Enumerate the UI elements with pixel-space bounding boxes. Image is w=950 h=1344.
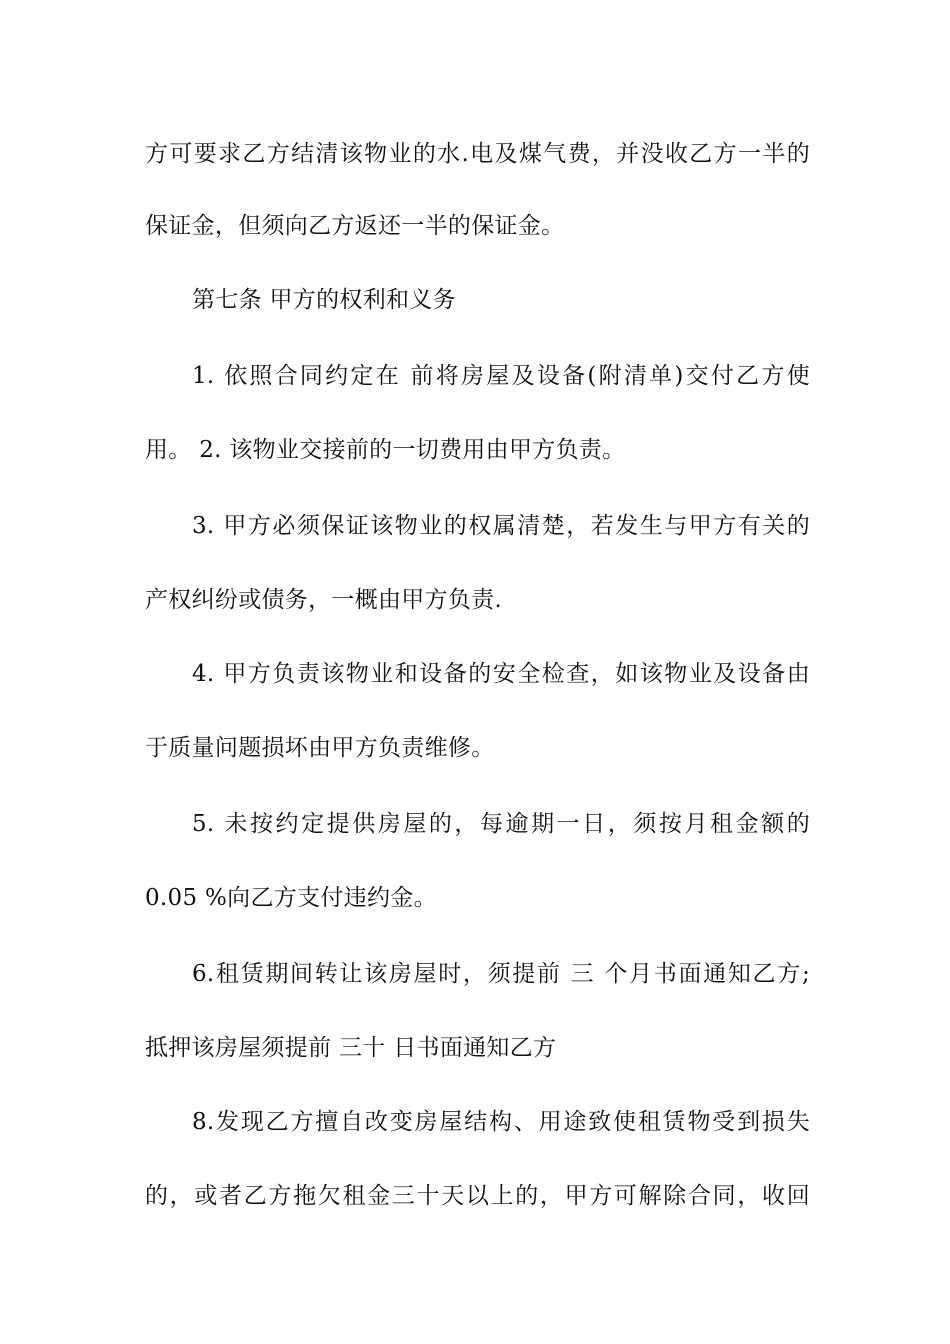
paragraph-line: 1. 依照合同约定在 前将房屋及设备(附清单)交付乙方使 xyxy=(192,363,810,389)
section-heading: 第七条 甲方的权利和义务 xyxy=(192,287,456,313)
paragraph-line: 8.发现乙方擅自改变房屋结构、用途致使租赁物受到损失 xyxy=(192,1109,810,1135)
paragraph-line: 方可要求乙方结清该物业的水.电及煤气费，并没收乙方一半的 xyxy=(145,141,810,167)
paragraph-line: 产权纠纷或债务，一概由甲方负责. xyxy=(145,587,503,613)
paragraph-line: 保证金，但须向乙方返还一半的保证金。 xyxy=(145,213,565,239)
paragraph-line: 的，或者乙方拖欠租金三十天以上的，甲方可解除合同，收回 xyxy=(145,1183,810,1209)
paragraph-line: 用。 2. 该物业交接前的一切费用由甲方负责。 xyxy=(145,437,626,463)
paragraph-line: 5. 未按约定提供房屋的，每逾期一日，须按月租金额的 xyxy=(192,811,810,837)
paragraph-line: 于质量问题损坏由甲方负责维修。 xyxy=(145,735,495,761)
paragraph-line: 4. 甲方负责该物业和设备的安全检查，如该物业及设备由 xyxy=(192,661,810,687)
paragraph-line: 抵押该房屋须提前 三十 日书面通知乙方 xyxy=(145,1035,557,1061)
paragraph-line: 6.租赁期间转让该房屋时，须提前 三 个月书面通知乙方; xyxy=(192,961,810,987)
paragraph-line: 3. 甲方必须保证该物业的权属清楚，若发生与甲方有关的 xyxy=(192,513,810,539)
paragraph-line: 0.05 %向乙方支付违约金。 xyxy=(145,885,437,911)
